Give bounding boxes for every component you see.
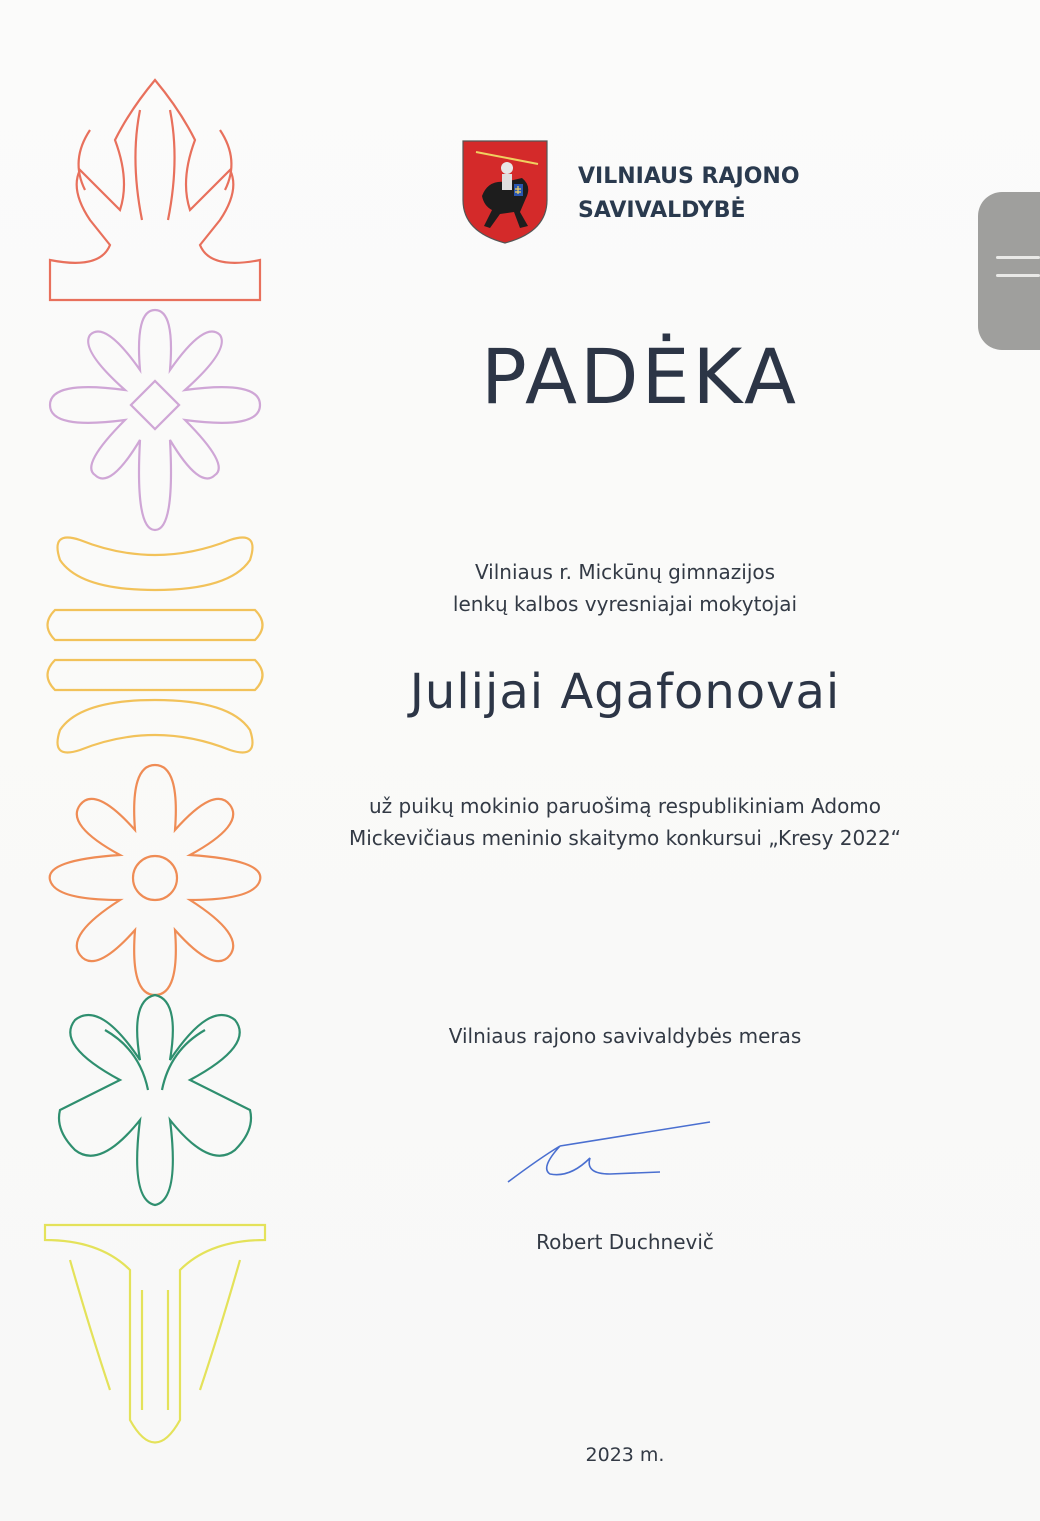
tab-line [996,274,1040,277]
vytis-coat-of-arms-icon [460,138,550,246]
folk-ornament [30,70,280,1480]
recipient-name: Julijai Agafonovai [409,664,841,720]
organization-line-1: VILNIAUS RAJONO [578,164,800,189]
certificate-title: PADĖKA [481,332,799,421]
signatory-name: Robert Duchnevič [536,1230,714,1254]
lime-arrow-ornament [45,1225,265,1443]
reason-line-1: už puikų mokinio paruošimą respublikiniam Adomo [368,794,882,818]
green-knot-ornament [59,995,251,1205]
red-fan-ornament [50,80,260,300]
page-edge-tab [978,192,1040,350]
tab-line [996,256,1040,259]
award-reason [250,790,1000,854]
lilac-flower-ornament [50,310,260,530]
school-description [250,556,1000,620]
certificate-year: 2023 m. [585,1444,665,1466]
handwritten-signature [500,1118,720,1188]
orange-flower-ornament [50,765,261,995]
school-line-2: lenkų kalbos vyresniajai mokytojai [452,592,798,616]
yellow-bars-ornament [48,538,263,753]
organization-name [578,160,800,228]
school-line-1: Vilniaus r. Mickūnų gimnazijos [474,560,776,584]
organization-line-2: SAVIVALDYBĖ [578,198,746,223]
signatory-role: Vilniaus rajono savivaldybės meras [448,1024,802,1048]
reason-line-2: Mickevičiaus meninio skaitymo konkursui „Kresy 2022“ [348,826,902,850]
header [460,138,800,246]
